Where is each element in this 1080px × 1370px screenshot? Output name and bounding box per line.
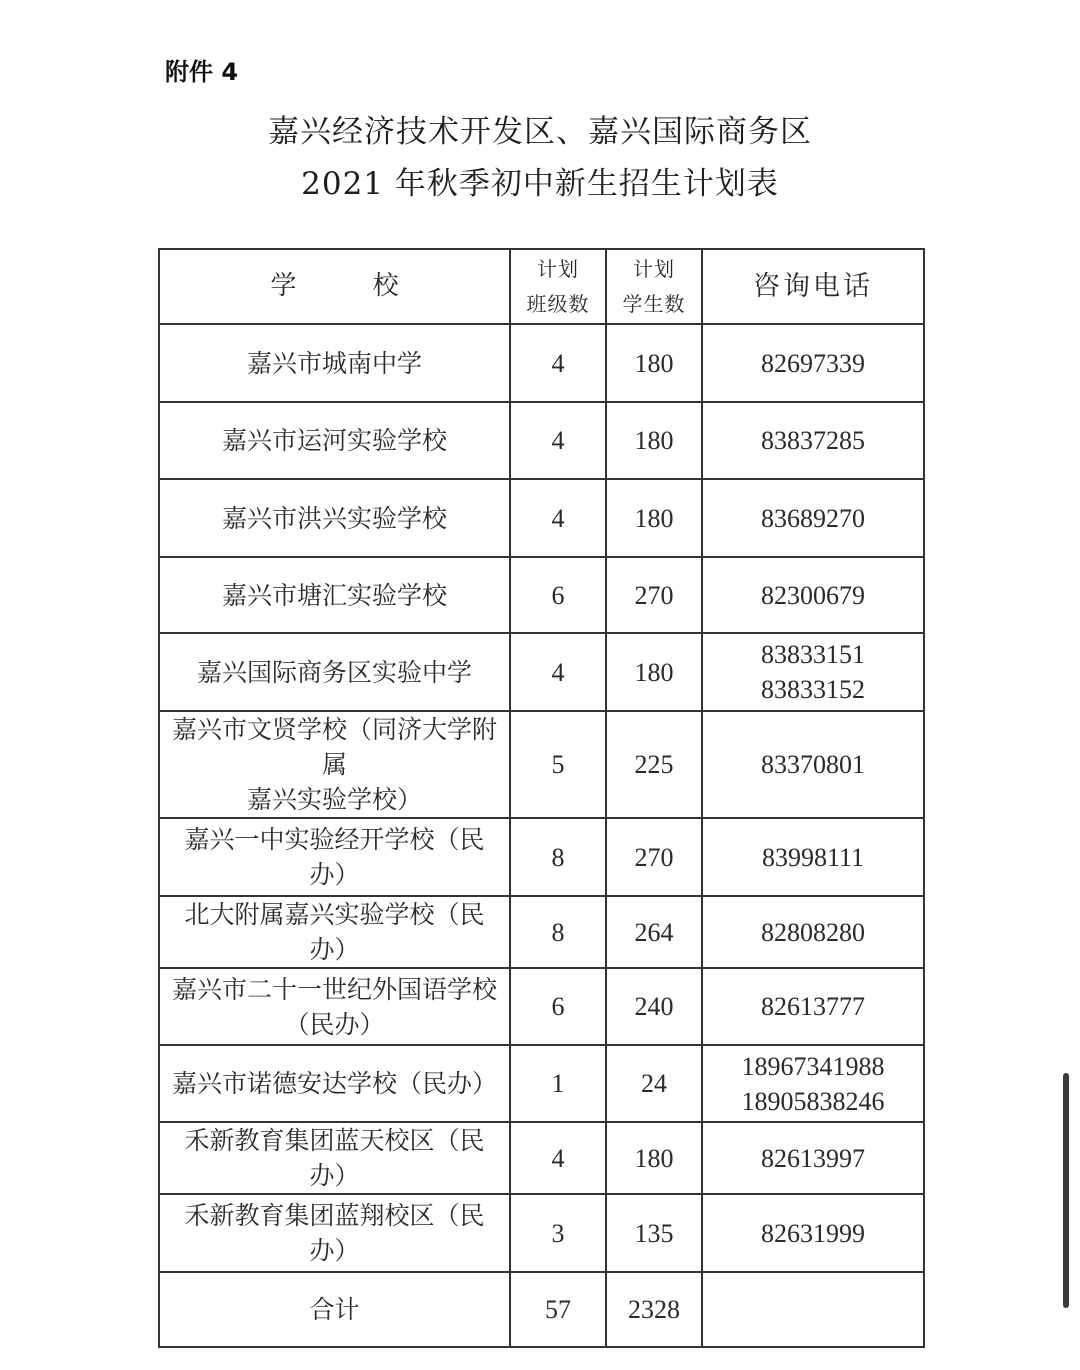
school-name-cell (159, 557, 510, 633)
school-name-line: 嘉兴市运河实验学校 (221, 426, 447, 455)
planned-students-cell: 264 (606, 896, 702, 968)
document-title-line2: 2021 年秋季初中新生招生计划表 (301, 166, 779, 202)
planned-students-cell: 180 (606, 402, 702, 479)
table-row (159, 1194, 924, 1272)
scrollbar[interactable] (1063, 1073, 1069, 1308)
table-row (159, 633, 924, 711)
table-row (159, 968, 924, 1045)
school-name-line: 嘉兴市诺德安达学校（民办） (171, 1069, 497, 1098)
school-name-cell (159, 1045, 510, 1122)
total-students: 2328 (606, 1272, 702, 1347)
school-name-line: 嘉兴实验学校） (246, 785, 422, 814)
planned-students-cell: 135 (606, 1194, 702, 1272)
school-name-line: 嘉兴市文贤学校（同济大学附属 (171, 715, 497, 779)
table-row (159, 711, 924, 818)
document-title-line1: 嘉兴经济技术开发区、嘉兴国际商务区 (268, 114, 812, 150)
phone-number: 83833151 (761, 640, 865, 669)
school-name-cell (159, 896, 510, 968)
planned-students-cell: 180 (606, 1122, 702, 1194)
table-row (159, 1045, 924, 1122)
planned-students-cell: 225 (606, 711, 702, 818)
phone-cell (702, 633, 924, 711)
phone-number: 82697339 (761, 348, 865, 378)
school-name-cell (159, 968, 510, 1045)
table-row (159, 896, 924, 968)
planned-classes-cell: 4 (510, 633, 606, 711)
phone-cell (702, 711, 924, 818)
planned-classes-cell: 5 (510, 711, 606, 818)
planned-classes-cell: 4 (510, 479, 606, 557)
table-row (159, 324, 924, 402)
table-body (159, 324, 924, 1272)
planned-classes-cell: 3 (510, 1194, 606, 1272)
phone-number: 18967341988 (741, 1051, 885, 1081)
school-name-line: 嘉兴市塘汇实验学校 (221, 580, 447, 610)
phone-cell (702, 818, 924, 896)
header-classes-line1: 计划 (537, 256, 579, 281)
planned-students-cell: 180 (606, 479, 702, 557)
table-row (159, 479, 924, 557)
phone-number: 82300679 (761, 580, 865, 610)
phone-number: 82631999 (761, 1218, 865, 1248)
school-name-line: 禾新教育集团蓝天校区（民办） (184, 1126, 485, 1190)
school-name-line: 嘉兴一中实验经开学校（民办） (184, 825, 485, 889)
phone-number: 82808280 (761, 917, 865, 947)
phone-cell (702, 1122, 924, 1194)
school-name-line: 禾新教育集团蓝翔校区（民办） (184, 1201, 485, 1265)
total-classes: 57 (510, 1272, 606, 1347)
phone-number: 83998111 (761, 842, 865, 872)
table-row (159, 557, 924, 633)
planned-classes-cell: 1 (510, 1045, 606, 1122)
phone-cell (702, 968, 924, 1045)
phone-number: 82613777 (761, 992, 865, 1021)
school-name-line: 嘉兴国际商务区实验中学 (196, 657, 472, 687)
planned-classes-cell: 6 (510, 968, 606, 1045)
planned-students-cell: 24 (606, 1045, 702, 1122)
header-phone: 咨询电话 (702, 249, 924, 324)
school-name-cell (159, 1194, 510, 1272)
phone-number: 83689270 (761, 503, 865, 533)
table-row (159, 818, 924, 896)
header-school: 学 校 (159, 249, 510, 324)
header-planned-classes (510, 249, 606, 324)
planned-classes-cell: 8 (510, 896, 606, 968)
table-header-row (159, 249, 924, 324)
school-name-line: 嘉兴市二十一世纪外国语学校 (171, 974, 497, 1004)
phone-number: 83370801 (761, 750, 865, 779)
school-name-cell (159, 1122, 510, 1194)
phone-cell (702, 1045, 924, 1122)
phone-number: 83833152 (761, 675, 865, 704)
planned-classes-cell: 8 (510, 818, 606, 896)
total-label: 合计 (159, 1272, 510, 1347)
school-name-cell (159, 711, 510, 818)
phone-cell (702, 402, 924, 479)
school-name-line: 嘉兴市洪兴实验学校 (221, 503, 447, 533)
planned-students-cell: 270 (606, 818, 702, 896)
header-planned-students (606, 249, 702, 324)
planned-students-cell: 180 (606, 633, 702, 711)
attachment-label: 附件 4 (165, 58, 239, 86)
school-name-line: 嘉兴市城南中学 (246, 348, 422, 378)
school-name-cell (159, 324, 510, 402)
school-name-cell (159, 818, 510, 896)
phone-cell (702, 557, 924, 633)
school-name-cell (159, 633, 510, 711)
planned-classes-cell: 4 (510, 1122, 606, 1194)
planned-classes-cell: 4 (510, 402, 606, 479)
planned-classes-cell: 6 (510, 557, 606, 633)
phone-cell (702, 896, 924, 968)
school-name-cell (159, 402, 510, 479)
school-name-line: （民办） (284, 1009, 385, 1039)
table-row (159, 1122, 924, 1194)
phone-cell (702, 1194, 924, 1272)
phone-cell (702, 479, 924, 557)
header-students-line2: 学生数 (622, 291, 686, 316)
phone-cell (702, 324, 924, 402)
phone-number: 83837285 (761, 426, 865, 455)
school-name-cell (159, 479, 510, 557)
header-classes-line2: 班级数 (526, 291, 590, 316)
phone-number: 82613997 (761, 1143, 865, 1173)
table-row (159, 402, 924, 479)
planned-students-cell: 180 (606, 324, 702, 402)
total-row (159, 1272, 924, 1347)
planned-students-cell: 270 (606, 557, 702, 633)
enrollment-plan-table (158, 248, 925, 1348)
planned-classes-cell: 4 (510, 324, 606, 402)
total-phone (702, 1272, 924, 1347)
phone-number: 18905838246 (741, 1086, 885, 1116)
header-students-line1: 计划 (633, 256, 675, 281)
planned-students-cell: 240 (606, 968, 702, 1045)
school-name-line: 北大附属嘉兴实验学校（民办） (184, 900, 485, 964)
